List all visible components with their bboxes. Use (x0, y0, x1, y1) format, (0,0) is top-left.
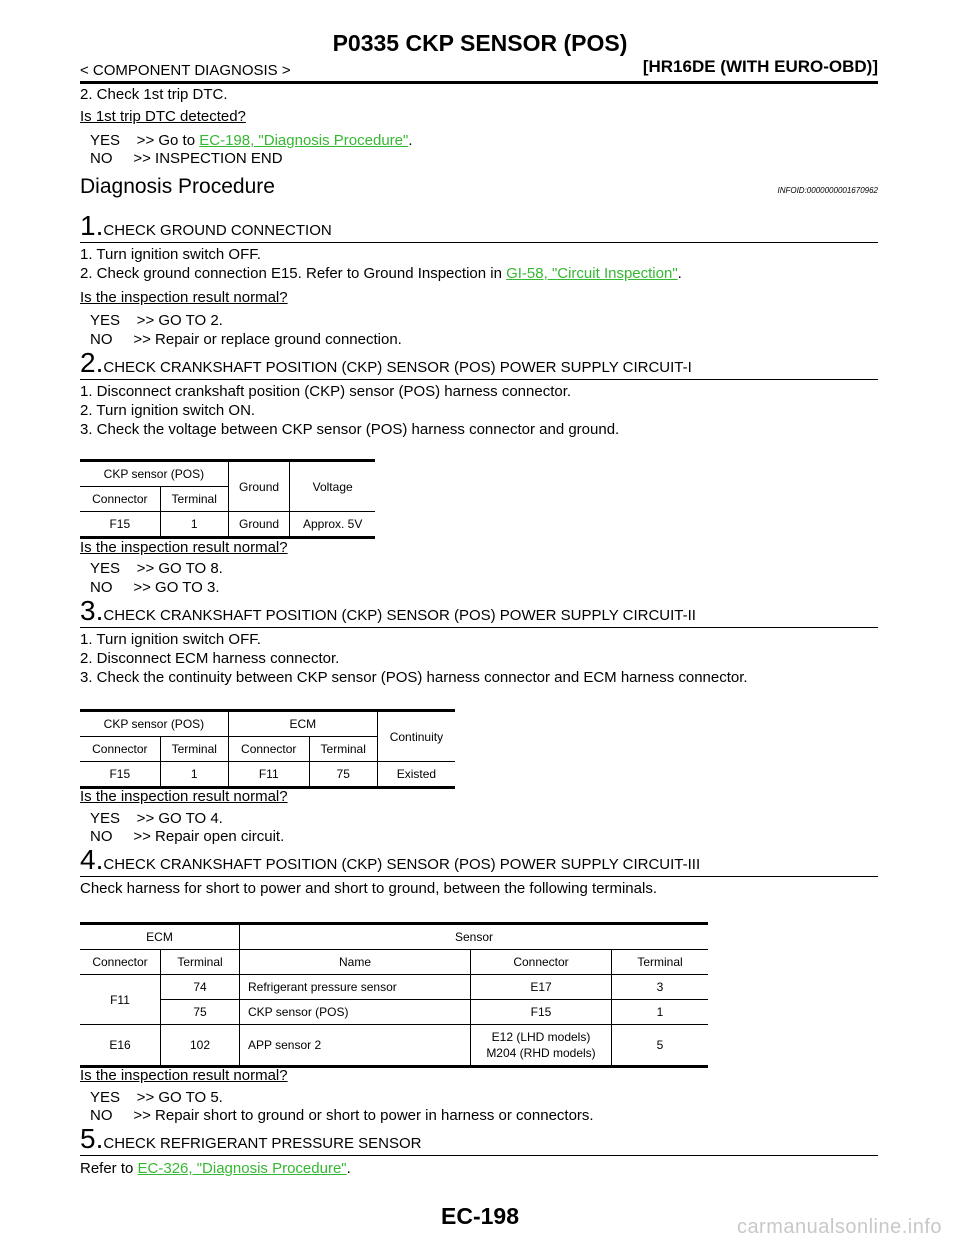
step-1-number: 1. (80, 210, 104, 241)
table-header-cell: Connector (228, 737, 309, 762)
step-2-question: Is the inspection result normal? (80, 539, 288, 556)
table-cell: 75 (161, 1000, 240, 1025)
step-2-line-3: 3. Check the voltage between CKP sensor (POS) harness connector and ground. (80, 421, 620, 438)
step-4-short-table (80, 922, 708, 1068)
step-4-question: Is the inspection result normal? (80, 1067, 288, 1084)
intro-yes-link[interactable]: EC-198, "Diagnosis Procedure" (199, 132, 409, 149)
table-header-cell: CKP sensor (POS) (80, 461, 228, 487)
intro-step-2: 2. Check 1st trip DTC. (80, 86, 228, 103)
step-4-number: 4. (80, 844, 104, 875)
table-cell: 75 (309, 762, 377, 788)
step-4-heading (80, 844, 700, 876)
step-1-title: CHECK GROUND CONNECTION (103, 222, 332, 239)
step-4-yes: YES >> GO TO 5. (90, 1089, 223, 1106)
step-2-line-1: 1. Disconnect crankshaft position (CKP) sensor (POS) harness connector. (80, 383, 572, 400)
sensor-connector-rhd: M204 (RHD models) (486, 1046, 596, 1060)
header-engine-label: [HR16DE (WITH EURO-OBD)] (642, 57, 878, 76)
table-cell: F11 (228, 762, 309, 788)
table-cell: F15 (80, 512, 160, 538)
table-cell: E16 (80, 1025, 161, 1067)
table-header-cell: ECM (228, 711, 377, 737)
table-header-cell: ECM (80, 924, 240, 950)
step-1-yes: YES >> GO TO 2. (90, 312, 223, 329)
step-2-voltage-table (80, 459, 375, 539)
table-cell: E17 (471, 975, 612, 1000)
table-header-cell: Terminal (309, 737, 377, 762)
step-5-line-1-suffix: . (346, 1160, 351, 1177)
step-5-rule (80, 1155, 878, 1156)
table-header-cell: Ground (228, 461, 290, 512)
table-row (80, 762, 455, 788)
table-header-cell: Connector (471, 950, 612, 975)
table-cell: Approx. 5V (290, 512, 375, 538)
step-1-line-1: 1. Turn ignition switch OFF. (80, 246, 261, 263)
step-1-line-2-suffix: . (677, 265, 682, 282)
section-title: Diagnosis Procedure (80, 175, 275, 198)
table-row (80, 1025, 708, 1067)
table-row (80, 1000, 708, 1025)
step-2-line-2: 2. Turn ignition switch ON. (80, 402, 256, 419)
intro-question: Is 1st trip DTC detected? (80, 108, 246, 125)
table-cell: Existed (377, 762, 455, 788)
step-4-title: CHECK CRANKSHAFT POSITION (CKP) SENSOR (POS) POWER SUPPLY CIRCUIT-III (103, 856, 701, 873)
step-5-number: 5. (80, 1123, 104, 1154)
step-5-link[interactable]: EC-326, "Diagnosis Procedure" (137, 1160, 347, 1177)
info-id: INFOID:0000000001670962 (777, 186, 878, 195)
step-1-rule (80, 242, 878, 243)
step-3-title: CHECK CRANKSHAFT POSITION (CKP) SENSOR (POS) POWER SUPPLY CIRCUIT-II (103, 607, 696, 624)
intro-yes (90, 132, 413, 149)
table-row (80, 512, 375, 538)
step-1-question: Is the inspection result normal? (80, 289, 288, 306)
table-cell: Refrigerant pressure sensor (240, 975, 471, 1000)
watermark: carmanualsonline.info (736, 1216, 942, 1238)
page-title: P0335 CKP SENSOR (POS) (332, 30, 628, 56)
step-3-question: Is the inspection result normal? (80, 788, 288, 805)
table-header-cell: Terminal (160, 487, 228, 512)
step-2-number: 2. (80, 347, 104, 378)
table-cell: 102 (161, 1025, 240, 1067)
step-1-line-2-text: 2. Check ground connection E15. Refer to Ground Inspection in (80, 265, 507, 282)
step-3-line-2: 2. Disconnect ECM harness connector. (80, 650, 340, 667)
table-cell: 1 (160, 512, 228, 538)
step-5-title: CHECK REFRIGERANT PRESSURE SENSOR (103, 1135, 422, 1152)
table-header-cell: Continuity (377, 711, 455, 762)
intro-yes-suffix: . (408, 132, 413, 149)
table-cell: 1 (160, 762, 228, 788)
table-cell: 74 (161, 975, 240, 1000)
table-header-cell: CKP sensor (POS) (80, 711, 228, 737)
step-1-no: NO >> Repair or replace ground connection. (90, 331, 402, 348)
step-1-heading (80, 210, 332, 242)
table-row (80, 975, 708, 1000)
table-cell: F15 (471, 1000, 612, 1025)
table-cell: CKP sensor (POS) (240, 1000, 471, 1025)
table-header-cell: Connector (80, 737, 160, 762)
table-header-cell: Name (240, 950, 471, 975)
step-2-yes: YES >> GO TO 8. (90, 560, 223, 577)
step-3-yes: YES >> GO TO 4. (90, 810, 223, 827)
table-header-cell: Terminal (612, 950, 709, 975)
table-header-row (80, 950, 708, 975)
step-3-line-3: 3. Check the continuity between CKP sensor (POS) harness connector and ECM harness connector. (80, 669, 748, 686)
step-4-no: NO >> Repair short to ground or short to power in harness or connectors. (90, 1107, 594, 1124)
step-3-heading (80, 595, 696, 627)
table-cell: 5 (612, 1025, 709, 1067)
step-1-line-2 (80, 265, 682, 282)
step-2-title: CHECK CRANKSHAFT POSITION (CKP) SENSOR (POS) POWER SUPPLY CIRCUIT-I (103, 359, 692, 376)
step-3-rule (80, 627, 878, 628)
table-header-row (80, 461, 375, 487)
header-section-label: < COMPONENT DIAGNOSIS > (80, 62, 291, 79)
step-2-rule (80, 379, 878, 380)
table-header-cell: Terminal (160, 737, 228, 762)
step-3-no: NO >> Repair open circuit. (90, 828, 285, 845)
step-2-heading (80, 347, 692, 379)
step-4-rule (80, 876, 878, 877)
step-1-link[interactable]: GI-58, "Circuit Inspection" (506, 265, 678, 282)
step-3-number: 3. (80, 595, 104, 626)
table-cell: F11 (80, 975, 161, 1025)
step-5-line-1-text: Refer to (80, 1160, 138, 1177)
page-number: EC-198 (441, 1203, 519, 1229)
table-cell: F15 (80, 762, 160, 788)
table-header-cell: Voltage (290, 461, 375, 512)
step-3-line-1: 1. Turn ignition switch OFF. (80, 631, 261, 648)
table-cell: 3 (612, 975, 709, 1000)
step-5-line-1 (80, 1160, 351, 1177)
table-header-cell: Connector (80, 487, 160, 512)
table-header-cell: Connector (80, 950, 161, 975)
table-header-cell: Sensor (240, 924, 709, 950)
table-cell: Ground (228, 512, 290, 538)
step-5-heading (80, 1123, 421, 1155)
header-rule (80, 81, 878, 84)
table-cell (471, 1025, 612, 1067)
intro-yes-text: YES >> Go to (90, 132, 200, 149)
table-cell: 1 (612, 1000, 709, 1025)
table-header-row (80, 711, 455, 737)
intro-no: NO >> INSPECTION END (90, 150, 283, 167)
step-2-no: NO >> GO TO 3. (90, 579, 220, 596)
table-header-row (80, 924, 708, 950)
table-cell: APP sensor 2 (240, 1025, 471, 1067)
step-3-continuity-table (80, 709, 455, 789)
sensor-connector-lhd: E12 (LHD models) (491, 1030, 591, 1044)
table-header-cell: Terminal (161, 950, 240, 975)
step-4-line-1: Check harness for short to power and short to ground, between the following terminals. (80, 880, 657, 897)
